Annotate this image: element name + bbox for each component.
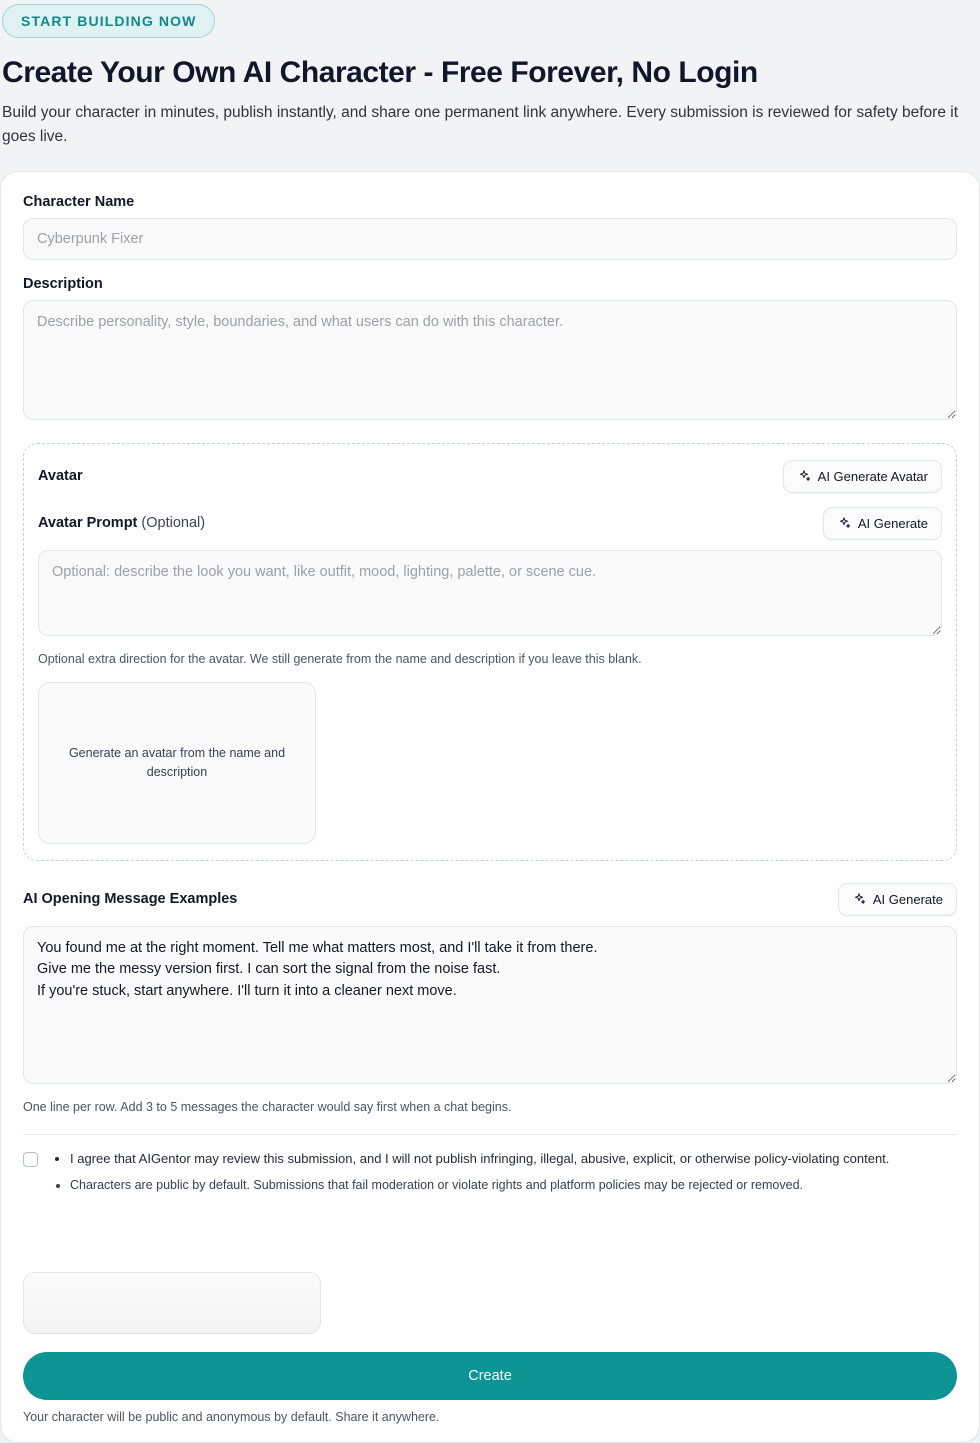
character-name-label: Character Name xyxy=(23,193,135,210)
page-subtitle: Build your character in minutes, publish instantly, and share one permanent link anywhere. Every submission is reviewed for safety before it goes live. xyxy=(2,103,959,145)
sparkle-icon xyxy=(852,892,866,906)
openers-label: AI Opening Message Examples xyxy=(23,891,238,908)
avatar-prompt-hint: Optional extra direction for the avatar. We still generate from the name and description if you leave this blank. xyxy=(38,651,642,666)
eyebrow-badge: START BUILDING NOW xyxy=(2,4,215,38)
avatar-prompt-header xyxy=(38,507,942,540)
openers-header xyxy=(23,883,957,916)
form-divider xyxy=(23,1134,957,1135)
sparkle-icon xyxy=(837,516,851,530)
ai-generate-openers-label: AI Generate xyxy=(872,891,943,907)
avatar-prompt-textarea[interactable] xyxy=(38,550,942,636)
create-button[interactable]: Create xyxy=(23,1352,957,1400)
character-name-input[interactable] xyxy=(23,218,957,260)
openers-textarea[interactable] xyxy=(23,926,957,1084)
description-label: Description xyxy=(23,275,103,292)
character-form-card xyxy=(0,171,980,1443)
avatar-section-header xyxy=(38,460,942,493)
sparkle-icon xyxy=(797,469,811,483)
avatar-preview-text: Generate an avatar from the name and description xyxy=(68,745,286,779)
ai-generate-avatar-button[interactable] xyxy=(783,460,942,493)
avatar-preview-placeholder[interactable] xyxy=(38,682,316,844)
ai-generate-prompt-label: AI Generate xyxy=(857,515,928,531)
consent-block xyxy=(23,1149,957,1203)
ai-generate-openers-button[interactable] xyxy=(838,883,957,916)
consent-item-policy: • Characters are public by default. Submissions that fail moderation or violate rights and platform policies may be rejected or removed. xyxy=(70,1176,889,1195)
avatar-section xyxy=(23,443,957,861)
avatar-prompt-label-text: Avatar Prompt xyxy=(38,515,138,532)
description-textarea[interactable] xyxy=(23,300,957,420)
consent-item-agreement: • I agree that AIGentor may review this submission, and I will not publish infringing, illegal, abusive, explicit, or otherwise policy-violating content. xyxy=(70,1149,889,1169)
captcha-widget[interactable] xyxy=(23,1272,321,1334)
submit-footnote: Your character will be public and anonymous by default. Share it anywhere. xyxy=(23,1410,440,1425)
ai-generate-prompt-button[interactable] xyxy=(823,507,942,540)
consent-list xyxy=(52,1149,889,1203)
ai-generate-avatar-label: AI Generate Avatar xyxy=(817,468,928,484)
avatar-prompt-label xyxy=(38,515,205,531)
hero-section xyxy=(0,0,980,165)
consent-checkbox[interactable] xyxy=(23,1152,38,1167)
avatar-label: Avatar xyxy=(38,468,83,485)
page-title: Create Your Own AI Character - Free Forever, No Login xyxy=(2,56,758,89)
openers-hint: One line per row. Add 3 to 5 messages the character would say first when a chat begins. xyxy=(23,1099,512,1114)
avatar-prompt-optional-text: (Optional) xyxy=(141,515,206,532)
